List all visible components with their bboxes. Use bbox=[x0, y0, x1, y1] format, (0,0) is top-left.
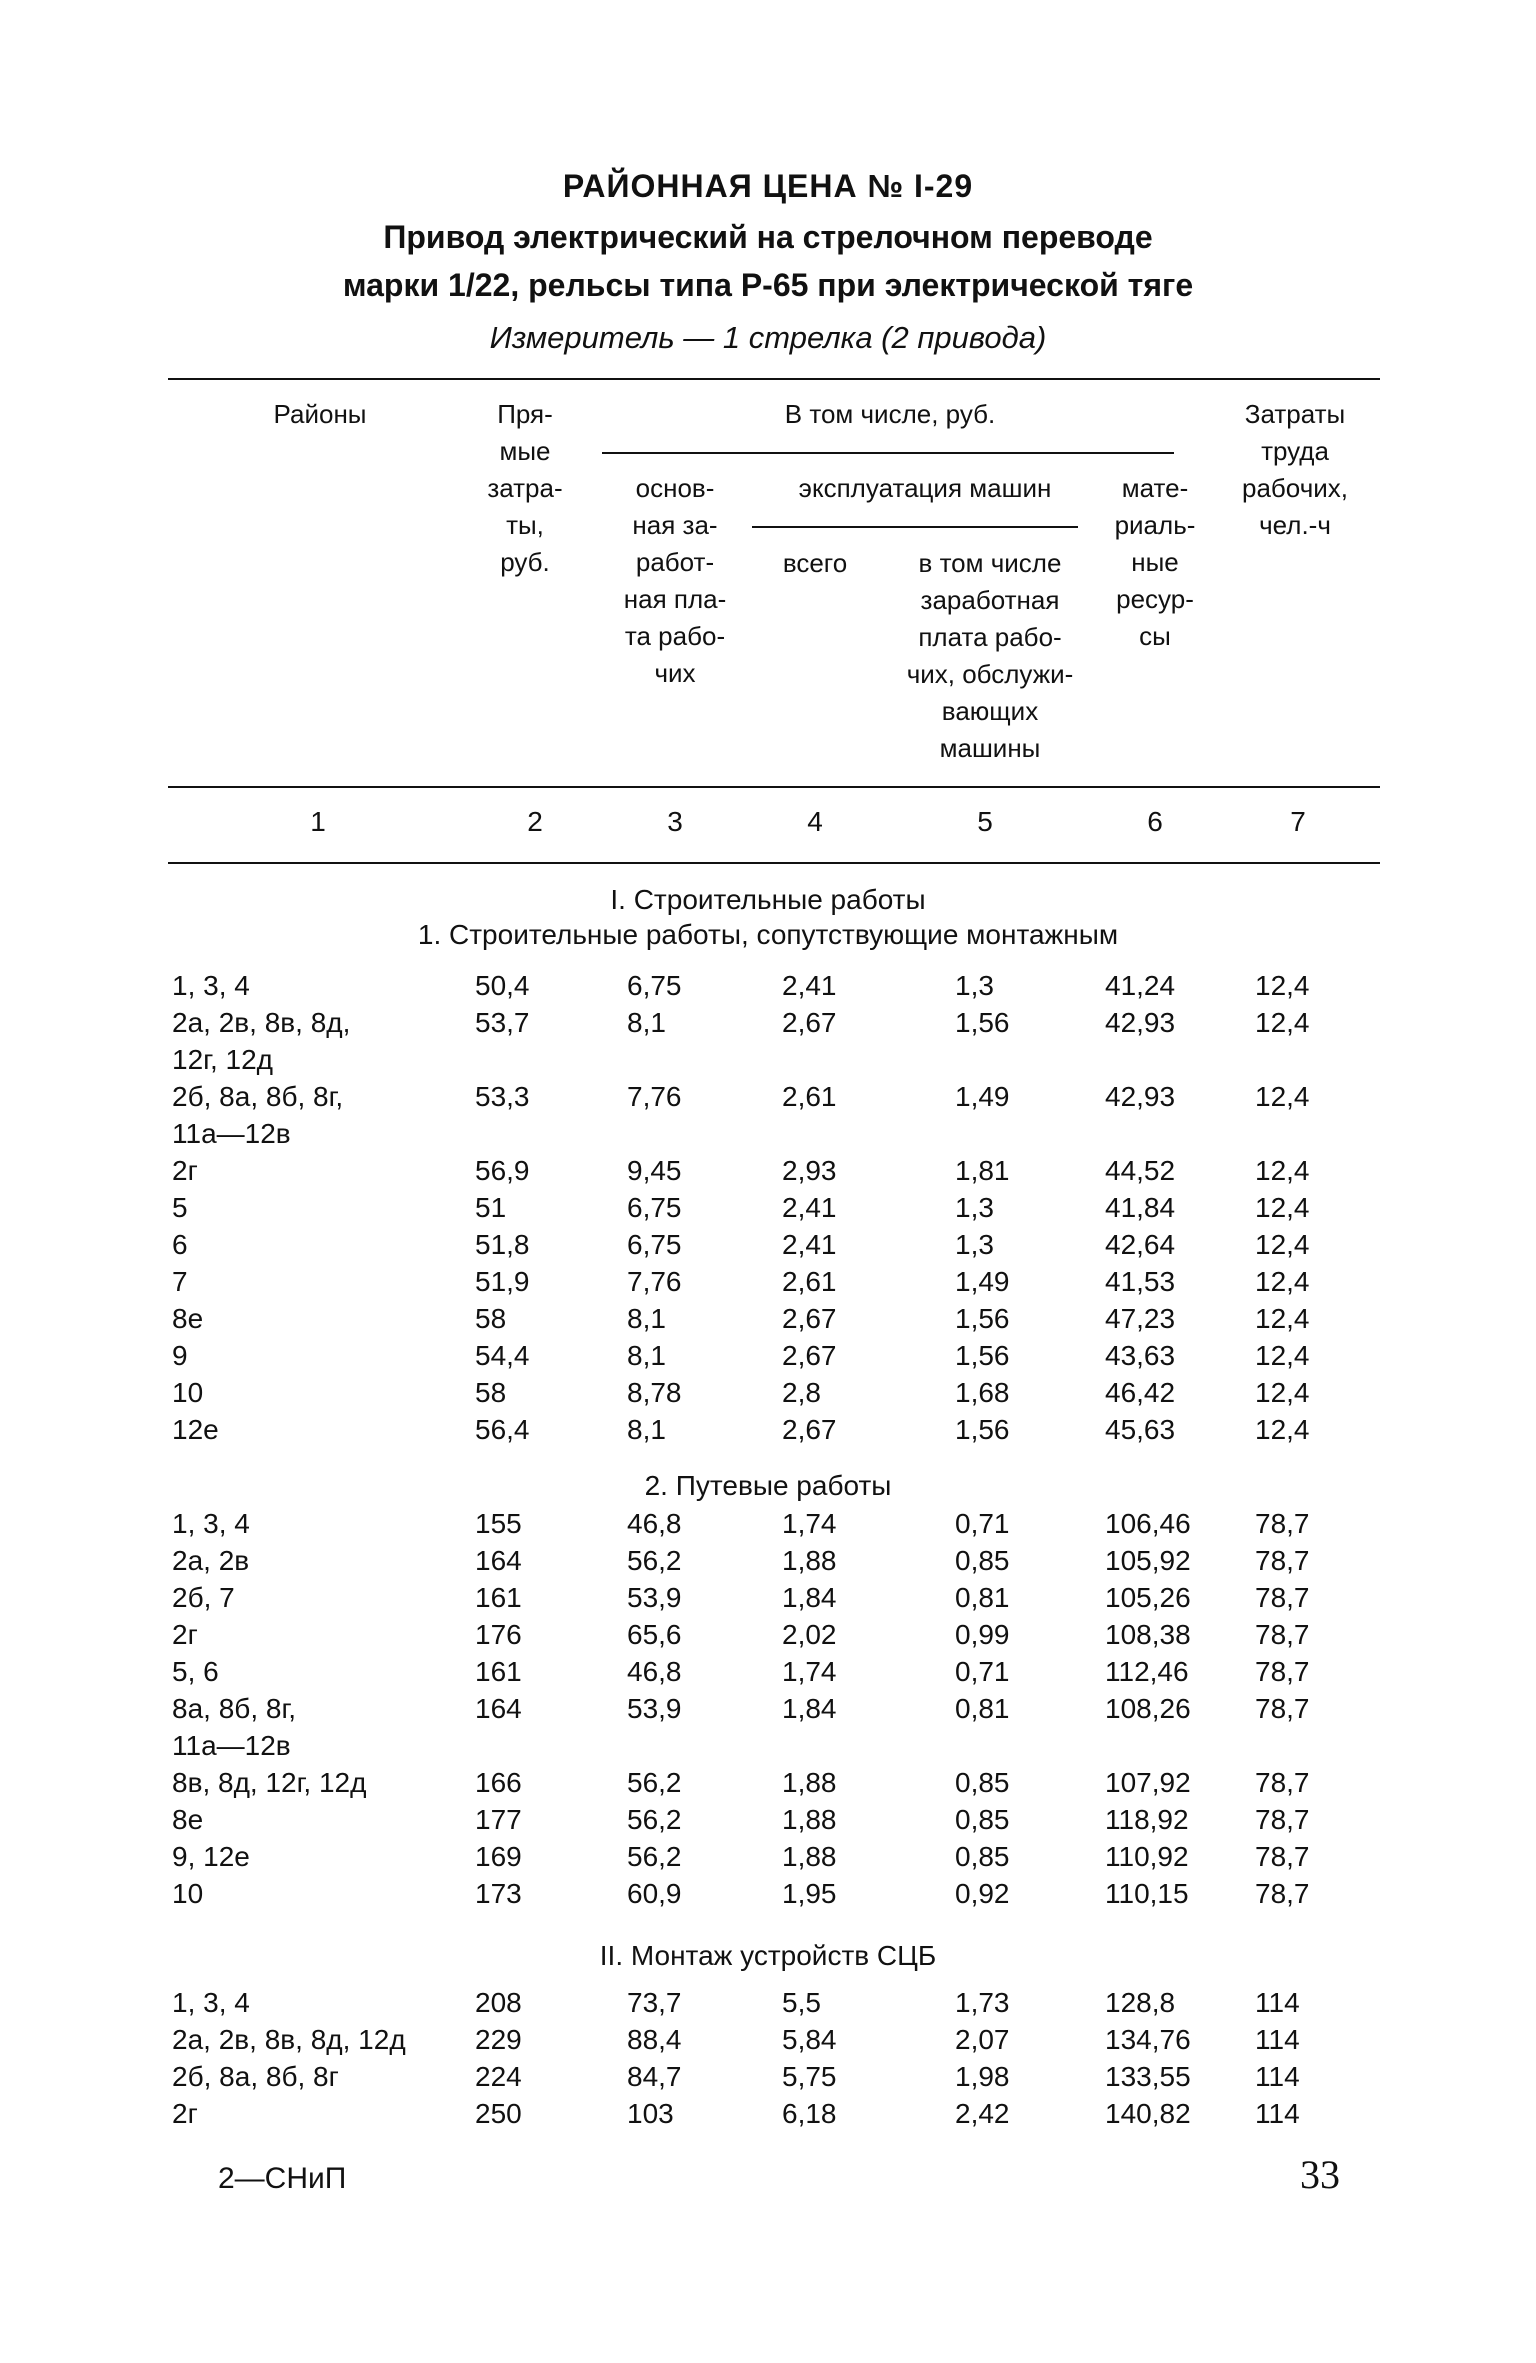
value-cell-col7: 78,7 bbox=[1255, 1508, 1310, 1539]
value-cell-col5: 1,73 bbox=[955, 1987, 1010, 2018]
region-cell: 9 bbox=[172, 1340, 188, 1371]
value-cell-col5: 0,81 bbox=[955, 1582, 1010, 1613]
header-machine-rule bbox=[752, 526, 1078, 528]
value-cell-col2: 54,4 bbox=[475, 1340, 530, 1371]
value-cell-col4: 5,75 bbox=[782, 2061, 837, 2092]
value-cell-col4: 5,84 bbox=[782, 2024, 837, 2055]
value-cell-col4: 1,88 bbox=[782, 1545, 837, 1576]
header-direct-costs: Пря- мые затра- ты, руб. bbox=[487, 399, 563, 577]
header-labor-cost: Затраты труда рабочих, чел.-ч bbox=[1242, 399, 1348, 540]
value-cell-col2: 164 bbox=[475, 1545, 522, 1576]
value-cell-col3: 6,75 bbox=[627, 970, 682, 1001]
value-cell-col4: 2,67 bbox=[782, 1340, 837, 1371]
value-cell-col4: 2,67 bbox=[782, 1414, 837, 1445]
value-cell-col4: 1,88 bbox=[782, 1804, 837, 1835]
value-cell-col7: 12,4 bbox=[1255, 1266, 1310, 1297]
header-incl-wage: в том числе заработная плата рабо- чих, обслужи- вающих машины bbox=[906, 548, 1074, 763]
value-cell-col4: 2,61 bbox=[782, 1266, 837, 1297]
table-row bbox=[0, 1619, 1536, 1656]
value-cell-col6: 42,93 bbox=[1105, 1081, 1176, 1112]
table-row bbox=[0, 1340, 1536, 1377]
value-cell-col4: 2,67 bbox=[782, 1007, 837, 1038]
table-row bbox=[0, 1841, 1536, 1878]
table-row bbox=[0, 1804, 1536, 1841]
value-cell-col2: 58 bbox=[475, 1377, 507, 1408]
value-cell-col6: 45,63 bbox=[1105, 1414, 1176, 1445]
value-cell-col6: 107,92 bbox=[1105, 1767, 1191, 1798]
region-cell-continuation: 11а—12в bbox=[172, 1118, 291, 1149]
value-cell-col7: 12,4 bbox=[1255, 1081, 1310, 1112]
table-row bbox=[0, 1266, 1536, 1303]
value-cell-col6: 46,42 bbox=[1105, 1377, 1176, 1408]
item-title-line2: марки 1/22, рельсы типа Р-65 при электрической тяге bbox=[342, 267, 1194, 303]
value-cell-col6: 134,76 bbox=[1105, 2024, 1191, 2055]
region-cell: 5, 6 bbox=[172, 1656, 219, 1687]
header-incl-rule bbox=[602, 452, 1174, 454]
value-cell-col6: 42,93 bbox=[1105, 1007, 1176, 1038]
region-cell: 2б, 8а, 8б, 8г, bbox=[172, 1081, 344, 1112]
table-row bbox=[0, 1377, 1536, 1414]
value-cell-col4: 2,67 bbox=[782, 1303, 837, 1334]
value-cell-col3: 8,1 bbox=[627, 1340, 666, 1371]
region-cell: 8е bbox=[172, 1303, 204, 1334]
region-cell: 1, 3, 4 bbox=[172, 1987, 250, 2018]
region-cell: 8е bbox=[172, 1804, 204, 1835]
table-row bbox=[0, 2024, 1536, 2061]
value-cell-col6: 110,15 bbox=[1105, 1878, 1189, 1909]
value-cell-col5: 1,56 bbox=[955, 1340, 1010, 1371]
value-cell-col3: 46,8 bbox=[627, 1656, 682, 1687]
region-cell: 2б, 7 bbox=[172, 1582, 235, 1613]
col-number-7: 7 bbox=[1290, 806, 1306, 837]
item-title-line1: Привод электрический на стрелочном переводе bbox=[383, 219, 1153, 255]
table-row bbox=[0, 1192, 1536, 1229]
value-cell-col2: 173 bbox=[475, 1878, 522, 1909]
region-cell: 1, 3, 4 bbox=[172, 970, 250, 1001]
value-cell-col3: 6,75 bbox=[627, 1192, 682, 1223]
table-row bbox=[0, 1693, 1536, 1730]
value-cell-col4: 1,84 bbox=[782, 1582, 837, 1613]
value-cell-col3: 8,78 bbox=[627, 1377, 682, 1408]
subsection-2-title: 2. Путевые работы bbox=[644, 1470, 892, 1501]
header-materials: мате- риаль- ные ресур- сы bbox=[1114, 473, 1196, 651]
col-number-5: 5 bbox=[977, 806, 993, 837]
value-cell-col3: 60,9 bbox=[627, 1878, 682, 1909]
value-cell-col3: 6,75 bbox=[627, 1229, 682, 1260]
value-cell-col7: 12,4 bbox=[1255, 1340, 1310, 1371]
value-cell-col5: 1,56 bbox=[955, 1414, 1010, 1445]
value-cell-col6: 108,26 bbox=[1105, 1693, 1191, 1724]
header-total: всего bbox=[782, 548, 848, 578]
value-cell-col2: 250 bbox=[475, 2098, 522, 2129]
value-cell-col7: 78,7 bbox=[1255, 1841, 1310, 1872]
value-cell-col2: 161 bbox=[475, 1656, 522, 1687]
value-cell-col6: 105,92 bbox=[1105, 1545, 1191, 1576]
region-cell: 5 bbox=[172, 1192, 188, 1223]
value-cell-col3: 88,4 bbox=[627, 2024, 682, 2055]
numbers-bottom-rule bbox=[168, 862, 1380, 864]
value-cell-col2: 51,9 bbox=[475, 1266, 530, 1297]
value-cell-col7: 12,4 bbox=[1255, 1155, 1310, 1186]
value-cell-col3: 53,9 bbox=[627, 1693, 682, 1724]
value-cell-col2: 229 bbox=[475, 2024, 522, 2055]
value-cell-col5: 1,49 bbox=[955, 1266, 1010, 1297]
value-cell-col6: 106,46 bbox=[1105, 1508, 1191, 1539]
value-cell-col5: 1,56 bbox=[955, 1303, 1010, 1334]
header-labor-wage: основ- ная за- работ- ная пла- та рабо- чих bbox=[623, 473, 727, 688]
value-cell-col5: 1,49 bbox=[955, 1081, 1010, 1112]
value-cell-col6: 133,55 bbox=[1105, 2061, 1191, 2092]
value-cell-col3: 7,76 bbox=[627, 1081, 682, 1112]
region-cell: 10 bbox=[172, 1377, 204, 1408]
region-cell-continuation: 12г, 12д bbox=[172, 1044, 273, 1075]
value-cell-col6: 43,63 bbox=[1105, 1340, 1176, 1371]
value-cell-col6: 41,84 bbox=[1105, 1192, 1176, 1223]
value-cell-col7: 78,7 bbox=[1255, 1767, 1310, 1798]
col-number-3: 3 bbox=[667, 806, 683, 837]
value-cell-col2: 51,8 bbox=[475, 1229, 530, 1260]
value-cell-col3: 56,2 bbox=[627, 1545, 682, 1576]
value-cell-col5: 0,81 bbox=[955, 1693, 1010, 1724]
value-cell-col5: 0,92 bbox=[955, 1878, 1010, 1909]
value-cell-col4: 2,41 bbox=[782, 1192, 837, 1223]
table-row bbox=[0, 1767, 1536, 1804]
region-cell: 8а, 8б, 8г, bbox=[172, 1693, 297, 1724]
region-cell: 2г bbox=[172, 1619, 198, 1650]
value-cell-col4: 1,88 bbox=[782, 1767, 837, 1798]
header-bottom-rule bbox=[168, 786, 1380, 788]
subsection-1-title: 1. Строительные работы, сопутствующие монтажным bbox=[417, 919, 1119, 950]
table-row bbox=[0, 2061, 1536, 2098]
region-cell: 12е bbox=[172, 1414, 219, 1445]
value-cell-col6: 42,64 bbox=[1105, 1229, 1176, 1260]
value-cell-col6: 105,26 bbox=[1105, 1582, 1191, 1613]
section-1-title: I. Строительные работы bbox=[610, 884, 926, 915]
value-cell-col2: 58 bbox=[475, 1303, 507, 1334]
value-cell-col4: 1,95 bbox=[782, 1878, 837, 1909]
value-cell-col7: 78,7 bbox=[1255, 1878, 1310, 1909]
value-cell-col3: 56,2 bbox=[627, 1767, 682, 1798]
value-cell-col4: 1,74 bbox=[782, 1508, 837, 1539]
value-cell-col6: 44,52 bbox=[1105, 1155, 1176, 1186]
value-cell-col6: 41,24 bbox=[1105, 970, 1176, 1001]
value-cell-col6: 112,46 bbox=[1105, 1656, 1189, 1687]
value-cell-col6: 118,92 bbox=[1105, 1804, 1189, 1835]
header-regions: Районы bbox=[273, 399, 367, 429]
measure-unit: Измеритель — 1 стрелка (2 привода) bbox=[489, 320, 1047, 355]
value-cell-col6: 110,92 bbox=[1105, 1841, 1189, 1872]
region-cell: 10 bbox=[172, 1878, 204, 1909]
value-cell-col7: 78,7 bbox=[1255, 1693, 1310, 1724]
value-cell-col2: 56,4 bbox=[475, 1414, 530, 1445]
value-cell-col4: 6,18 bbox=[782, 2098, 837, 2129]
region-cell: 7 bbox=[172, 1266, 188, 1297]
value-cell-col3: 73,7 bbox=[627, 1987, 682, 2018]
footer-source: 2—СНиП bbox=[218, 2162, 347, 2195]
value-cell-col5: 0,99 bbox=[955, 1619, 1010, 1650]
region-cell: 8в, 8д, 12г, 12д bbox=[172, 1767, 367, 1798]
value-cell-col3: 8,1 bbox=[627, 1007, 666, 1038]
value-cell-col3: 8,1 bbox=[627, 1303, 666, 1334]
value-cell-col6: 140,82 bbox=[1105, 2098, 1191, 2129]
value-cell-col5: 0,85 bbox=[955, 1767, 1010, 1798]
value-cell-col2: 161 bbox=[475, 1582, 522, 1613]
value-cell-col5: 0,85 bbox=[955, 1804, 1010, 1835]
value-cell-col3: 9,45 bbox=[627, 1155, 682, 1186]
value-cell-col3: 84,7 bbox=[627, 2061, 682, 2092]
value-cell-col7: 12,4 bbox=[1255, 1192, 1310, 1223]
col-number-4: 4 bbox=[807, 806, 823, 837]
value-cell-col4: 2,61 bbox=[782, 1081, 837, 1112]
value-cell-col2: 53,3 bbox=[475, 1081, 530, 1112]
value-cell-col4: 1,88 bbox=[782, 1841, 837, 1872]
table-row bbox=[0, 1508, 1536, 1545]
region-cell: 2а, 2в, 8в, 8д, 12д bbox=[172, 2024, 406, 2055]
section-2-title: II. Монтаж устройств СЦБ bbox=[599, 1940, 937, 1971]
value-cell-col3: 56,2 bbox=[627, 1804, 682, 1835]
table-row bbox=[0, 1878, 1536, 1915]
value-cell-col2: 51 bbox=[475, 1192, 507, 1223]
region-cell: 2г bbox=[172, 1155, 198, 1186]
value-cell-col5: 0,85 bbox=[955, 1545, 1010, 1576]
value-cell-col5: 0,71 bbox=[955, 1656, 1010, 1687]
value-cell-col2: 166 bbox=[475, 1767, 522, 1798]
value-cell-col3: 53,9 bbox=[627, 1582, 682, 1613]
page-number: 33 bbox=[1300, 2152, 1340, 2197]
value-cell-col4: 2,41 bbox=[782, 970, 837, 1001]
value-cell-col4: 5,5 bbox=[782, 1987, 821, 2018]
value-cell-col3: 46,8 bbox=[627, 1508, 682, 1539]
col-number-1: 1 bbox=[310, 806, 326, 837]
value-cell-col2: 155 bbox=[475, 1508, 522, 1539]
value-cell-col2: 224 bbox=[475, 2061, 522, 2092]
value-cell-col6: 47,23 bbox=[1105, 1303, 1176, 1334]
value-cell-col2: 169 bbox=[475, 1841, 522, 1872]
value-cell-col5: 2,42 bbox=[955, 2098, 1010, 2129]
table-row bbox=[0, 1582, 1536, 1619]
value-cell-col3: 7,76 bbox=[627, 1266, 682, 1297]
value-cell-col7: 12,4 bbox=[1255, 970, 1310, 1001]
value-cell-col2: 164 bbox=[475, 1693, 522, 1724]
value-cell-col2: 50,4 bbox=[475, 970, 530, 1001]
header-incl: В том числе, руб. bbox=[784, 399, 996, 429]
value-cell-col2: 53,7 bbox=[475, 1007, 530, 1038]
value-cell-col4: 1,84 bbox=[782, 1693, 837, 1724]
value-cell-col5: 1,3 bbox=[955, 1192, 994, 1223]
region-cell: 2а, 2в, 8в, 8д, bbox=[172, 1007, 351, 1038]
value-cell-col6: 41,53 bbox=[1105, 1266, 1176, 1297]
value-cell-col7: 114 bbox=[1255, 2024, 1300, 2055]
value-cell-col7: 12,4 bbox=[1255, 1377, 1310, 1408]
value-cell-col4: 2,02 bbox=[782, 1619, 837, 1650]
region-cell: 1, 3, 4 bbox=[172, 1508, 250, 1539]
value-cell-col3: 103 bbox=[627, 2098, 674, 2129]
table-row bbox=[0, 1987, 1536, 2024]
col-number-2: 2 bbox=[527, 806, 543, 837]
value-cell-col7: 78,7 bbox=[1255, 1656, 1310, 1687]
value-cell-col7: 78,7 bbox=[1255, 1804, 1310, 1835]
value-cell-col7: 12,4 bbox=[1255, 1414, 1310, 1445]
region-cell-continuation: 11а—12в bbox=[172, 1730, 291, 1761]
value-cell-col4: 2,41 bbox=[782, 1229, 837, 1260]
value-cell-col5: 1,98 bbox=[955, 2061, 1010, 2092]
value-cell-col3: 56,2 bbox=[627, 1841, 682, 1872]
value-cell-col7: 78,7 bbox=[1255, 1545, 1310, 1576]
table-row bbox=[0, 1155, 1536, 1192]
value-cell-col4: 2,8 bbox=[782, 1377, 821, 1408]
value-cell-col5: 1,81 bbox=[955, 1155, 1010, 1186]
header-machine-ops: эксплуатация машин bbox=[798, 473, 1052, 503]
table-row bbox=[0, 1303, 1536, 1340]
value-cell-col7: 78,7 bbox=[1255, 1619, 1310, 1650]
value-cell-col5: 1,3 bbox=[955, 970, 994, 1001]
value-cell-col2: 56,9 bbox=[475, 1155, 530, 1186]
region-cell: 9, 12е bbox=[172, 1841, 250, 1872]
table-row bbox=[0, 1414, 1536, 1451]
region-cell: 2а, 2в bbox=[172, 1545, 250, 1576]
region-cell: 6 bbox=[172, 1229, 188, 1260]
value-cell-col7: 12,4 bbox=[1255, 1007, 1310, 1038]
value-cell-col5: 1,56 bbox=[955, 1007, 1010, 1038]
value-cell-col3: 8,1 bbox=[627, 1414, 666, 1445]
table-row bbox=[0, 970, 1536, 1007]
table-row bbox=[0, 1007, 1536, 1044]
value-cell-col2: 177 bbox=[475, 1804, 522, 1835]
value-cell-col5: 0,71 bbox=[955, 1508, 1010, 1539]
value-cell-col6: 108,38 bbox=[1105, 1619, 1191, 1650]
value-cell-col5: 1,3 bbox=[955, 1229, 994, 1260]
table-row bbox=[0, 1081, 1536, 1118]
value-cell-col7: 114 bbox=[1255, 2098, 1300, 2129]
table-row bbox=[0, 1545, 1536, 1582]
region-cell: 2г bbox=[172, 2098, 198, 2129]
value-cell-col2: 208 bbox=[475, 1987, 522, 2018]
region-cell: 2б, 8а, 8б, 8г bbox=[172, 2061, 339, 2092]
value-cell-col7: 12,4 bbox=[1255, 1303, 1310, 1334]
table-top-rule bbox=[168, 378, 1380, 380]
table-row bbox=[0, 1656, 1536, 1693]
value-cell-col4: 2,93 bbox=[782, 1155, 837, 1186]
value-cell-col5: 0,85 bbox=[955, 1841, 1010, 1872]
value-cell-col7: 78,7 bbox=[1255, 1582, 1310, 1613]
table-row bbox=[0, 1229, 1536, 1266]
col-number-6: 6 bbox=[1147, 806, 1163, 837]
value-cell-col7: 114 bbox=[1255, 1987, 1300, 2018]
value-cell-col2: 176 bbox=[475, 1619, 522, 1650]
value-cell-col6: 128,8 bbox=[1105, 1987, 1176, 2018]
value-cell-col7: 12,4 bbox=[1255, 1229, 1310, 1260]
value-cell-col3: 65,6 bbox=[627, 1619, 682, 1650]
value-cell-col7: 114 bbox=[1255, 2061, 1300, 2092]
value-cell-col5: 2,07 bbox=[955, 2024, 1010, 2055]
value-cell-col4: 1,74 bbox=[782, 1656, 837, 1687]
price-number-title: РАЙОННАЯ ЦЕНА № І-29 bbox=[562, 168, 974, 204]
table-row bbox=[0, 2098, 1536, 2135]
value-cell-col5: 1,68 bbox=[955, 1377, 1010, 1408]
